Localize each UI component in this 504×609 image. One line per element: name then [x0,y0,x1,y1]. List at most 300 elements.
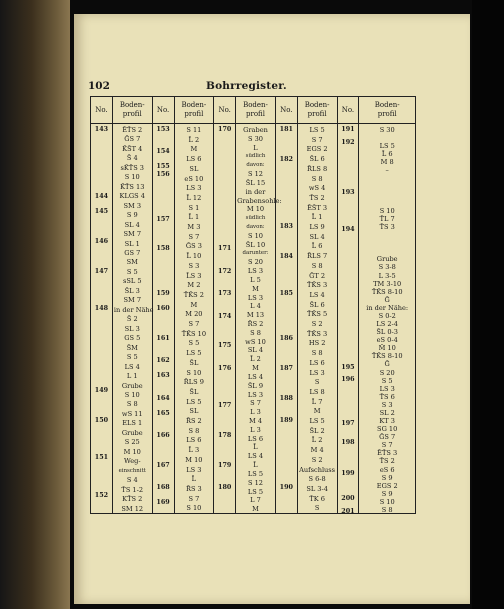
bore-number: 179 [218,460,232,469]
column-header [214,97,235,124]
profile-entry: SL 4 [124,220,140,229]
bore-number: 151 [94,453,109,462]
profile-entry: L̄ 2 [250,355,261,364]
profile-entry: LS 3 [247,390,264,399]
profile-entry: L̄ 3 [188,446,200,455]
profile-entry: S [314,378,320,387]
profile-entry: S̄L [189,387,199,396]
bore-number: 147 [94,266,109,275]
profile-entry: wS 4 [308,184,326,193]
profile-entry: S 5 [126,353,138,362]
bore-number: 144 [94,192,109,201]
profile-entry: L 1 [126,372,138,381]
header-label: No. [95,105,108,114]
profile-entry: S 5 [188,339,200,348]
profile-entry: darunter: [242,250,269,257]
profile-entry: S 3 [188,261,200,270]
profile-entry: HS 2 [308,339,326,348]
bore-number: 185 [279,289,293,298]
profile-entry: SG 10 [377,425,398,434]
bore-number: 188 [279,393,293,402]
profile-entry: S 5 [126,267,138,276]
profile-entry: S 25 [124,438,140,447]
column-header [91,97,112,124]
page-header [88,80,456,94]
bore-number: 200 [341,494,355,503]
column-header [175,97,214,124]
bore-number: 158 [156,244,170,253]
profile-entry: ḠS 3 [185,242,202,251]
profile-entry: ḠS 7 [379,433,396,442]
profile-entry: L 7 [250,496,261,505]
profile-entry: T̄K̄S 2 [183,290,204,299]
profile-entry: S̄L 3 [124,286,140,295]
profile-entry: S [314,504,320,513]
profile-entry: L̄ 6 [311,242,323,251]
profile-entry: S 10 [379,497,395,506]
profile-entry: T̄K̄S 8-10 [371,352,403,361]
profile-entry: wS 10 [245,337,266,346]
profile-entry: – [385,166,389,175]
profile-entry: Grube [121,381,143,390]
profile-entry: SL 3 [124,324,140,333]
bore-number: 169 [156,498,170,507]
bore-number: 150 [94,416,109,424]
profile-entry: S̄L 6 [309,155,325,164]
profile-entry: S 8 [311,174,323,183]
bore-number: 173 [218,289,232,298]
profile-entry: KLGS 4 [119,192,145,201]
bore-number: 178 [218,430,232,439]
profile-entry: in der Nähe: [366,303,409,312]
profile-entry: T̄K̄S 10 [181,329,207,338]
profile-entry: LS 5 [186,397,202,406]
header-label: Boden- [374,101,400,109]
profile-entry: S̄ 4 [126,154,138,163]
profile-entry: S 5 [381,376,393,385]
number-column-7 [276,97,298,513]
bore-number: 184 [279,251,293,260]
profile-column-6 [236,97,282,514]
profile-entry: S 8 [126,400,138,409]
profile-entry: wS 11 [121,409,143,418]
profile-entry: L̄ 1 [311,213,323,222]
profile-entry: S̄L 10 [245,240,266,249]
bore-number: 157 [156,214,170,223]
profile-entry: in der [245,187,266,196]
profile-entry: S 8 [311,261,323,270]
profile-entry: L 3-5 [378,271,396,280]
profile-entry: ĒS̄T 3 [307,203,328,212]
bore-number: 149 [94,386,109,395]
profile-entry: ELS 1 [122,419,143,428]
profile-entry: LS 5 [309,126,325,134]
profile-entry: R̄LS 9 [183,378,204,387]
profile-entry: S 8 [381,505,393,514]
profile-entry: eS 6 [379,465,395,474]
profile-entry: R̄LS 8 [307,164,328,173]
bore-number: 186 [279,333,293,342]
profile-entry: S 8 [311,349,323,358]
profile-column-4 [175,97,215,513]
column-header [113,97,152,124]
bore-register-table [90,96,416,514]
profile-entry: SL 4 [247,346,264,355]
profile-entry: T̄S 3 [379,223,395,231]
profile-entry: S̄ 2 [126,315,138,324]
profile-entry: M 3 [187,223,201,231]
bore-number: 195 [341,362,355,371]
profile-entry: davon: [246,162,265,169]
bore-number: 189 [279,416,293,424]
bore-number: 159 [156,289,170,298]
profile-entry: SM 7 [123,296,142,305]
header-label: profil [246,110,265,118]
bore-number: 192 [341,137,355,146]
profile-entry: EGS 2 [376,481,398,490]
bore-number: 201 [341,506,355,515]
profile-entry: K̄S̄T 4 [122,144,143,153]
bore-number: 163 [156,371,170,380]
profile-entry: L̄ 2 [311,436,323,445]
bore-number: 191 [341,125,355,133]
profile-entry: L̄S 3 [186,271,202,280]
header-label: No. [341,105,355,114]
profile-entry: Grube [376,255,398,264]
header-label: profil [122,110,142,118]
profile-entry: LS 3 [247,267,264,276]
profile-entry: LS 5 [247,487,264,496]
profile-entry: T̄K̄S 3 [307,281,328,290]
profile-entry: S 7 [188,494,200,503]
bore-number: 198 [341,437,355,446]
bore-number: 161 [156,333,170,342]
profile-entry: SM 3 [123,201,142,210]
bore-number: 155 [156,162,170,171]
profile-entry: LS 3 [309,368,325,377]
bore-number: 152 [94,490,109,499]
profile-entry: R̄S 3 [185,484,202,493]
profile-entry: S 7 [381,441,393,450]
profile-entry: ĒT̄S 2 [122,126,143,134]
bore-number: 187 [279,363,293,372]
profile-entry: TM 3-10 [373,279,402,288]
profile-entry: S 3 [381,400,393,409]
column-header [236,97,275,124]
number-column-1 [91,97,113,513]
profile-entry: S̄M [126,343,138,352]
profile-entry: T̄K̄S 8-10 [371,287,403,296]
profile-entry: T̄S 2 [309,193,325,202]
profile-entry: L̄ 12 [186,193,202,202]
bore-number: 167 [156,460,170,469]
profile-entry: T̄K 6 [309,494,325,503]
profile-entry: M 10 [123,447,141,456]
bore-number: 162 [156,356,170,365]
page-number: 102 [88,80,110,92]
profile-entry: R̄S 2 [247,320,264,328]
bore-number: 174 [218,311,232,320]
scan-background [472,0,504,609]
profile-entry: M 4 [248,417,263,425]
profile-entry: SM [126,258,138,267]
profile-entry: S 12 [247,478,263,487]
profile-entry: LS 4 [309,290,325,299]
profile-entry: L̄ 1 [188,213,200,222]
profile-entry: T̄S 1-2 [121,485,144,494]
profile-entry: SM 7 [123,230,142,239]
bore-number: 176 [218,363,232,372]
profile-entry: LS 2-4 [376,320,398,328]
number-column-3 [153,97,175,513]
header-label: No. [218,105,231,114]
header-label: profil [307,110,327,118]
profile-entry: S 7 [188,320,200,328]
profile-entry: L̄ [253,443,258,452]
profile-entry: R̄LS 7 [307,252,328,261]
profile-entry: LS 3 [379,384,395,393]
profile-entry: südlich [245,215,266,222]
profile-entry: L 4 [250,302,261,311]
profile-entry: S̄L 0-3 [376,328,398,337]
profile-entry: SL [189,407,199,416]
page-title: Bohrregister. [206,80,287,92]
bore-number: 166 [156,430,170,439]
profile-entry: ĒT̄S 3 [377,449,398,458]
profile-entry: südlich [245,153,266,160]
profile-entry: S 30 [247,134,263,143]
number-column-5 [214,97,236,513]
column-header [359,97,415,124]
profile-entry: M 10 [185,455,203,464]
profile-entry: LS 3 [186,465,202,474]
profile-entry: eS 10 [184,174,204,183]
profile-entry: Grube [121,428,143,437]
profile-entry: S 10 [124,173,140,182]
bore-number: 172 [218,266,232,275]
profile-entry: M 10 [246,205,265,214]
profile-entry: S̄L 15 [245,178,266,187]
bore-number: 177 [218,401,232,410]
column-header [298,97,337,124]
profile-entry: S 10 [247,231,263,240]
profile-entry: SL [189,164,199,173]
profile-entry: M 20 [185,310,203,319]
profile-entry: LS 3 [186,184,202,193]
profile-entry: einschnitt [118,467,146,474]
profile-entry: LS 4 [247,452,264,461]
profile-entry: Grabensohle: [237,196,282,205]
profile-entry: R̄S 2 [185,417,202,425]
bore-number: 175 [218,341,232,350]
profile-entry: M 8 [380,158,394,167]
bore-number: 196 [341,375,355,384]
profile-entry: EGS 2 [306,145,328,154]
bore-number: 190 [279,483,293,492]
book-spine-edge [0,0,70,609]
profile-entry: sK̄T̄S 3 [120,163,145,172]
profile-entry: LS 5 [379,142,395,151]
header-label: No. [156,105,170,114]
profile-entry: L̄ [253,461,258,470]
column-header [153,97,174,124]
profile-entry: M [190,300,198,309]
profile-entry: S 7 [311,135,323,144]
bore-number: 165 [156,408,170,417]
profile-entry: GS 5 [124,334,141,343]
profile-column-2 [113,97,153,513]
profile-entry: ḠS 7 [124,135,141,144]
profile-entry: S̄L [189,358,199,367]
profile-entry: S 20 [247,258,263,267]
bore-number: 148 [94,304,109,313]
profile-entry: T̄S 6 [379,392,395,401]
profile-entry: M [252,364,259,373]
bore-number: 197 [341,419,355,428]
profile-entry: S 30 [379,126,395,134]
profile-entry: LS 9 [309,223,325,231]
profile-entry: LS 8 [309,387,325,396]
profile-entry: S 2 [311,455,323,464]
profile-entry: T̄S 2 [379,457,395,466]
profile-entry: L̄ 2 [188,135,200,144]
profile-entry: eS 0-4 [376,336,398,345]
profile-entry: LS 5 [247,469,264,478]
profile-entry: sSL 5 [122,277,142,286]
profile-entry: LS 6 [309,358,325,367]
header-label: Boden- [243,101,268,109]
bore-number: 181 [279,125,293,133]
bore-number: 143 [94,125,109,133]
profile-entry: LS 4 [247,372,264,381]
profile-entry: L̄ 10 [186,252,202,261]
profile-entry: M [252,505,259,514]
profile-entry: T̄K̄S 5 [307,310,328,319]
profile-entry: S 8 [250,328,261,337]
profile-entry: M [313,407,321,416]
profile-entry: S̄L 6 [309,300,325,309]
header-label: Boden- [119,101,145,109]
profile-entry: L [253,143,258,152]
profile-entry: S 8 [188,426,200,435]
profile-column-8 [298,97,338,513]
profile-entry: Graben [243,126,268,134]
profile-entry: LS 6 [186,436,202,445]
bore-number: 153 [156,125,170,133]
bore-number: 183 [279,222,293,230]
profile-entry: M 4 [310,446,324,455]
bore-number: 146 [94,236,109,245]
profile-entry: S 9 [381,489,393,498]
profile-entry: SM 12 [121,504,144,513]
profile-entry: in der Nähe [113,305,154,314]
profile-entry: S 6-8 [308,475,326,484]
profile-entry: GS 7 [124,249,141,258]
profile-entry: S̄L 9 [247,381,264,390]
profile-entry: L 3 [250,408,261,417]
profile-entry: S 20 [379,368,395,377]
profile-entry: T̄L 7 [379,214,395,223]
profile-entry: SL 2 [379,408,395,417]
profile-entry: SL 3-4 [306,484,328,493]
profile-entry: T̄K̄S 3 [307,329,328,338]
bore-number: 182 [279,154,293,163]
profile-entry: SL 4 [309,232,325,241]
profile-entry: S 10 [186,368,202,377]
bore-number: 194 [341,225,355,234]
profile-entry: L̄ 7 [311,397,323,406]
header-label: profil [184,110,204,118]
profile-entry: S 4 [126,476,138,485]
profile-entry: LS 6 [247,434,264,443]
profile-entry: S 0-2 [378,311,396,320]
header-label: Boden- [181,101,207,109]
column-header [276,97,297,124]
profile-entry: S 10 [186,504,202,513]
profile-entry: LS 4 [124,362,140,371]
profile-entry: M [190,145,198,154]
profile-entry: L 3 [250,425,261,434]
profile-entry: S 7 [250,399,261,408]
profile-entry: S 9 [126,211,138,220]
bore-number: 145 [94,207,109,216]
profile-entry: S̄L 2 [309,426,325,435]
profile-entry: S 12 [247,170,263,179]
profile-entry: LS 5 [186,349,202,358]
bore-number: 160 [156,304,170,313]
profile-entry: S 11 [186,126,202,134]
bore-number: 199 [341,469,355,478]
profile-entry: Weg- [123,457,141,466]
profile-entry: LS 3 [247,293,264,302]
profile-entry: L̄ 6 [381,150,393,159]
column-header [338,97,359,124]
profile-entry: SL 1 [124,239,140,248]
profile-entry: L̄ [191,475,197,484]
bore-number: 170 [218,125,232,133]
header-label: No. [280,105,293,114]
bore-number: 171 [218,244,232,253]
profile-entry: davon: [246,224,265,230]
profile-entry: Ḡ [384,295,390,304]
profile-entry: M 2 [187,281,201,290]
profile-entry: K̄T̄S 13 [120,182,145,191]
profile-entry: S 9 [381,473,393,482]
bore-number: 180 [218,483,232,492]
profile-entry: S 7 [188,232,200,241]
header-label: Boden- [304,101,330,109]
profile-entry: S 1 [188,203,200,212]
profile-entry: S 10 [379,206,395,215]
bore-number: 154 [156,147,170,156]
profile-entry: LS 6 [186,155,202,164]
profile-entry: S 2 [311,320,323,328]
profile-entry: Aufschluss [299,465,336,474]
profile-entry: KT 3 [379,417,395,425]
profile-entry: M 13 [246,311,265,320]
bore-number: 156 [156,169,170,178]
profile-entry: S 10 [124,390,140,399]
bore-number: 193 [341,187,355,196]
bore-number: 168 [156,483,170,492]
profile-entry: L 5 [250,275,261,284]
profile-entry: M̄ 10 [378,344,396,353]
profile-entry: Ḡ [384,360,390,369]
header-label: profil [377,110,397,118]
bore-number: 164 [156,393,170,402]
profile-entry: LS 5 [309,417,325,425]
profile-entry: M [252,284,259,293]
